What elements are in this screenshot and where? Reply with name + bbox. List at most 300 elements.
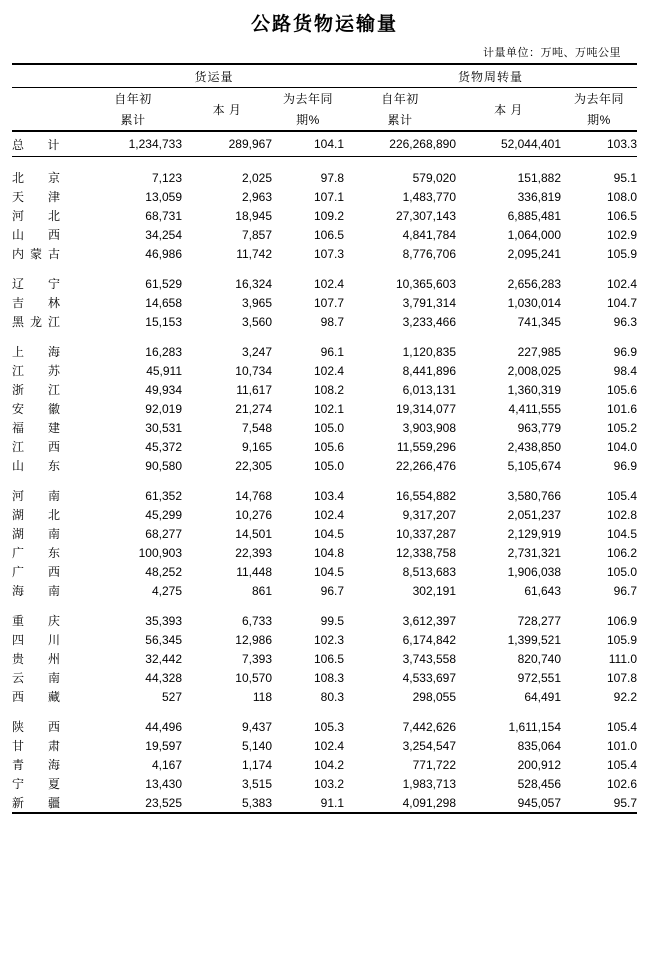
row-label: 海 南 [12,584,67,598]
table-row [12,486,637,505]
cell-turnover-yoy: 107.8 [606,670,638,685]
cell-freight-month: 5,383 [241,795,272,810]
spacer-cell [456,263,561,274]
cell-freight-ytd: 44,496 [145,719,182,734]
table-row [12,774,637,793]
cell-turnover-yoy: 104.0 [606,439,638,454]
cell-freight-ytd: 527 [161,689,182,704]
cell-freight-ytd: 13,430 [145,776,182,791]
cell-turnover-yoy: 96.9 [613,344,638,359]
cell-turnover-ytd: 9,317,207 [402,507,457,522]
group-spacer [12,706,637,717]
cell-turnover-month: 336,819 [517,189,562,204]
spacer-cell [12,475,84,486]
cell-freight-month: 12,986 [235,632,272,647]
table-row [12,168,637,187]
spacer-cell [182,263,272,274]
row-label: 辽 宁 [12,277,67,291]
table-row [12,418,637,437]
cell-turnover-month: 2,731,321 [507,545,562,560]
cell-freight-month: 11,617 [236,382,272,397]
cell-freight-ytd: 32,442 [145,651,182,666]
cell-turnover-yoy: 105.9 [606,632,638,647]
cell-turnover-ytd: 298,055 [412,689,457,704]
table-row [12,187,637,206]
row-label: 总 计 [12,137,70,152]
cell-turnover-ytd: 16,554,882 [395,488,457,503]
cell-turnover-yoy: 105.0 [606,564,638,579]
row-label: 浙 江 [12,383,67,397]
cell-turnover-ytd: 4,841,784 [402,227,457,242]
table-row [12,581,637,600]
spacer-cell [84,331,182,342]
row-label: 四 川 [12,633,67,647]
table-row [12,630,637,649]
cell-freight-month: 14,501 [235,526,272,541]
row-label: 贵 州 [12,652,67,666]
cell-turnover-ytd: 6,013,131 [402,382,457,397]
cell-freight-ytd: 61,529 [145,276,182,291]
cell-freight-yoy: 105.6 [313,439,345,454]
unit-note: 计量单位：万吨、万吨公里 [483,47,621,59]
cell-freight-yoy: 102.4 [313,738,345,753]
cell-freight-yoy: 107.3 [313,246,345,261]
spacer-cell [272,475,344,486]
table-row [12,206,637,225]
header-sub-row-1 [12,88,637,110]
spacer-cell [84,263,182,274]
cell-freight-month: 7,393 [241,651,272,666]
cell-turnover-yoy: 92.2 [613,689,638,704]
row-label: 河 南 [12,489,67,503]
cell-turnover-month: 3,580,766 [507,488,562,503]
cell-freight-yoy: 103.4 [313,488,345,503]
cell-turnover-month: 5,105,674 [507,458,562,473]
cell-freight-month: 18,945 [235,208,272,223]
group-spacer [12,600,637,611]
spacer-cell [12,600,84,611]
row-label: 天 津 [12,190,67,204]
cell-freight-yoy: 102.4 [313,363,345,378]
spacer-cell [84,706,182,717]
cell-freight-yoy: 105.0 [313,420,345,435]
cell-freight-yoy: 108.3 [313,670,345,685]
cell-turnover-ytd: 11,559,296 [396,439,457,454]
cell-freight-month: 3,247 [241,344,272,359]
cell-freight-month: 22,393 [235,545,272,560]
cell-freight-yoy: 96.1 [320,344,345,359]
cell-turnover-yoy: 104.5 [606,526,638,541]
cell-turnover-month: 6,885,481 [507,208,562,223]
cell-turnover-ytd: 1,983,713 [402,776,457,791]
cell-freight-ytd: 1,234,733 [128,137,182,151]
cell-freight-ytd: 90,580 [145,458,182,473]
spacer-cell [344,600,456,611]
cell-freight-ytd: 48,252 [145,564,182,579]
cell-freight-yoy: 104.5 [313,526,345,541]
cell-turnover-yoy: 102.4 [606,276,638,291]
cell-freight-ytd: 35,393 [145,613,182,628]
cell-freight-yoy: 97.8 [320,170,345,185]
cell-freight-ytd: 61,352 [145,488,182,503]
cell-freight-yoy: 96.7 [320,583,345,598]
cell-freight-month: 6,733 [241,613,272,628]
table-row [12,793,637,812]
cell-freight-yoy: 102.3 [313,632,345,647]
cell-turnover-month: 728,277 [517,613,562,628]
row-label: 广 西 [12,565,67,579]
spacer-cell [182,600,272,611]
spacer-cell [12,157,84,169]
cell-turnover-month: 2,656,283 [507,276,562,291]
row-label: 新 疆 [12,796,67,810]
cell-freight-yoy: 109.2 [313,208,345,223]
cell-turnover-ytd: 579,020 [412,170,457,185]
cell-freight-month: 11,448 [236,564,272,579]
cell-freight-ytd: 45,911 [146,363,182,378]
cell-freight-ytd: 45,372 [145,439,182,454]
header-turnover-month: 本 月 [494,102,523,117]
cell-turnover-ytd: 3,254,547 [402,738,457,753]
cell-freight-yoy: 103.2 [313,776,345,791]
table-row [12,399,637,418]
spacer-cell [272,600,344,611]
spacer-cell [84,600,182,611]
cell-freight-ytd: 100,903 [138,545,182,560]
row-label: 河 北 [12,209,67,223]
cell-freight-month: 5,140 [241,738,272,753]
cell-turnover-month: 835,064 [517,738,562,753]
spacer-cell [272,331,344,342]
cell-freight-yoy: 108.2 [313,382,345,397]
cell-turnover-ytd: 3,612,397 [402,613,457,628]
row-label: 江 苏 [12,364,67,378]
cell-turnover-month: 1,611,154 [508,719,562,734]
header-freight-month: 本 月 [212,102,242,117]
table-row [12,361,637,380]
cell-freight-month: 2,025 [241,170,272,185]
cell-turnover-ytd: 8,513,683 [402,564,457,579]
cell-turnover-yoy: 105.2 [606,420,638,435]
cell-freight-yoy: 104.5 [313,564,345,579]
cell-turnover-ytd: 3,233,466 [402,314,457,329]
table-row [12,244,637,263]
header-turnover-yoy-line1: 为去年同 [574,92,625,106]
spacer-cell [456,600,561,611]
cell-turnover-yoy: 105.4 [606,757,638,772]
group-spacer [12,263,637,274]
cell-freight-ytd: 19,597 [145,738,182,753]
spacer-cell [561,706,637,717]
cell-freight-yoy: 105.3 [313,719,345,734]
cell-freight-yoy: 106.5 [313,227,345,242]
cell-freight-yoy: 107.7 [313,295,345,310]
cell-freight-yoy: 102.4 [313,276,345,291]
cell-turnover-ytd: 3,791,314 [402,295,457,310]
table-row [12,755,637,774]
cell-freight-month: 21,274 [235,401,272,416]
cell-freight-month: 22,305 [235,458,272,473]
spacer-cell [344,706,456,717]
cell-freight-yoy: 105.0 [313,458,345,473]
cell-freight-ytd: 56,345 [145,632,182,647]
cell-turnover-month: 52,044,401 [500,137,562,151]
cell-turnover-yoy: 98.4 [613,363,638,378]
cell-turnover-yoy: 106.5 [606,208,638,223]
group-spacer [12,157,637,169]
spacer-cell [182,475,272,486]
cell-freight-ytd: 30,531 [145,420,182,435]
cell-turnover-month: 1,906,038 [507,564,562,579]
cell-freight-month: 2,963 [241,189,272,204]
cell-turnover-yoy: 105.4 [606,488,638,503]
row-label: 北 京 [12,171,67,185]
cell-turnover-month: 1,030,014 [507,295,562,310]
header-group-turnover: 货物周转量 [458,69,524,84]
row-label: 青 海 [12,758,67,772]
cell-freight-month: 11,742 [236,246,272,261]
cell-freight-month: 7,857 [241,227,272,242]
cell-turnover-month: 741,345 [517,314,562,329]
spacer-cell [272,263,344,274]
cell-freight-month: 3,515 [241,776,272,791]
row-label: 湖 南 [12,527,67,541]
cell-freight-yoy: 104.1 [313,137,345,151]
cell-turnover-ytd: 3,903,908 [402,420,457,435]
cell-freight-ytd: 92,019 [145,401,182,416]
header-region-blank [12,64,84,88]
row-label: 云 南 [12,671,67,685]
cell-turnover-ytd: 771,722 [412,757,457,772]
cell-freight-yoy: 99.5 [320,613,345,628]
spacer-cell [344,157,456,169]
page-title: 公路货物运输量 [250,14,398,35]
spacer-cell [344,263,456,274]
cell-turnover-ytd: 27,307,143 [395,208,457,223]
header-group-row [12,64,637,88]
cell-turnover-yoy: 101.0 [606,738,638,753]
row-label: 宁 夏 [12,777,67,791]
cell-freight-month: 14,768 [235,488,272,503]
cell-turnover-month: 4,411,555 [508,401,562,416]
cell-turnover-month: 2,095,241 [507,246,562,261]
cell-turnover-ytd: 22,266,476 [395,458,457,473]
header-freight-yoy-line1: 为去年同 [283,92,334,106]
header-turnover-ytd-line2: 累计 [387,113,413,127]
cell-turnover-yoy: 95.1 [613,170,638,185]
cell-turnover-month: 61,643 [524,583,562,598]
cell-turnover-month: 1,064,000 [507,227,562,242]
cell-turnover-yoy: 103.3 [606,137,638,151]
spacer-cell [456,706,561,717]
spacer-cell [456,331,561,342]
cell-turnover-month: 200,912 [517,757,562,772]
cell-turnover-yoy: 106.2 [606,545,638,560]
cell-freight-ytd: 4,275 [151,583,182,598]
cell-turnover-yoy: 106.9 [606,613,638,628]
cell-turnover-ytd: 6,174,842 [402,632,457,647]
spacer-cell [344,331,456,342]
cell-turnover-ytd: 302,191 [412,583,457,598]
spacer-cell [561,331,637,342]
cell-turnover-ytd: 10,337,287 [395,526,457,541]
cell-turnover-month: 820,740 [517,651,562,666]
cell-turnover-yoy: 105.9 [606,246,638,261]
cell-freight-month: 10,570 [235,670,272,685]
cell-turnover-yoy: 95.7 [613,795,638,810]
table-bottom-rule [12,812,637,814]
cell-turnover-ytd: 226,268,890 [389,137,457,151]
table-row [12,437,637,456]
freight-transport-table [12,63,637,812]
cell-turnover-month: 2,438,850 [507,439,562,454]
row-label: 广 东 [12,546,67,560]
spacer-cell [272,157,344,169]
cell-freight-ytd: 34,254 [145,227,182,242]
row-label: 山 西 [12,228,67,242]
cell-turnover-month: 528,456 [517,776,562,791]
cell-turnover-yoy: 96.9 [613,458,638,473]
cell-freight-ytd: 15,153 [145,314,182,329]
cell-freight-ytd: 45,299 [145,507,182,522]
header-freight-ytd-line1: 自年初 [114,92,152,106]
table-row [12,717,637,736]
cell-turnover-yoy: 111.0 [608,651,638,666]
cell-freight-yoy: 80.3 [320,689,345,704]
cell-turnover-ytd: 4,091,298 [402,795,457,810]
spacer-cell [12,263,84,274]
cell-freight-ytd: 44,328 [145,670,182,685]
cell-freight-month: 10,276 [235,507,272,522]
spacer-cell [12,331,84,342]
cell-turnover-month: 2,008,025 [507,363,562,378]
cell-freight-month: 9,437 [241,719,272,734]
cell-turnover-yoy: 101.6 [606,401,638,416]
spacer-cell [272,706,344,717]
table-row [12,736,637,755]
header-turnover-yoy-line2: 期% [587,113,611,127]
table-row [12,668,637,687]
cell-turnover-yoy: 108.0 [606,189,638,204]
cell-freight-ytd: 23,525 [145,795,182,810]
header-group-freight: 货运量 [194,69,234,84]
table-row [12,274,637,293]
cell-freight-month: 10,734 [235,363,272,378]
spacer-cell [561,475,637,486]
table-row [12,505,637,524]
cell-turnover-ytd: 1,120,835 [402,344,457,359]
header-region-cell [12,88,84,132]
spacer-cell [84,475,182,486]
cell-turnover-month: 963,779 [517,420,562,435]
table-row-total [12,131,637,157]
cell-freight-ytd: 46,986 [145,246,182,261]
cell-freight-ytd: 13,059 [145,189,182,204]
spacer-cell [456,157,561,169]
header-freight-yoy-line2: 期% [296,113,320,127]
spacer-cell [182,706,272,717]
table-row [12,649,637,668]
cell-turnover-yoy: 104.7 [606,295,638,310]
cell-freight-yoy: 104.8 [313,545,345,560]
cell-freight-ytd: 7,123 [151,170,182,185]
cell-turnover-month: 151,882 [517,170,562,185]
row-label: 安 徽 [12,402,67,416]
row-label: 甘 肃 [12,739,67,753]
cell-freight-ytd: 68,277 [145,526,182,541]
header-turnover-ytd-line1: 自年初 [381,92,419,106]
cell-freight-month: 9,165 [241,439,272,454]
cell-turnover-ytd: 7,442,626 [402,719,457,734]
table-row [12,687,637,706]
cell-turnover-ytd: 8,441,896 [402,363,457,378]
cell-freight-month: 118 [252,689,272,704]
cell-turnover-month: 945,057 [517,795,562,810]
table-row [12,456,637,475]
cell-turnover-month: 2,051,237 [507,507,562,522]
row-label: 福 建 [12,421,67,435]
cell-freight-yoy: 102.1 [313,401,345,416]
header-freight-ytd-line2: 累计 [120,113,146,127]
cell-turnover-ytd: 12,338,758 [395,545,457,560]
cell-turnover-yoy: 96.3 [613,314,638,329]
cell-turnover-ytd: 3,743,558 [402,651,457,666]
row-label: 重 庆 [12,614,67,628]
cell-freight-month: 861 [251,583,272,598]
spacer-cell [561,600,637,611]
table-row [12,342,637,361]
row-label: 黑龙江 [12,315,67,329]
cell-freight-month: 1,174 [241,757,272,772]
spacer-cell [12,706,84,717]
table-row [12,524,637,543]
spacer-cell [344,475,456,486]
row-label: 西 藏 [12,690,67,704]
cell-freight-yoy: 102.4 [313,507,345,522]
cell-freight-yoy: 91.1 [320,795,345,810]
cell-turnover-month: 64,491 [524,689,562,704]
row-label: 陕 西 [12,720,67,734]
row-label: 湖 北 [12,508,67,522]
cell-freight-ytd: 68,731 [145,208,182,223]
cell-turnover-yoy: 102.9 [606,227,638,242]
cell-freight-ytd: 14,658 [145,295,182,310]
cell-freight-month: 3,560 [241,314,272,329]
cell-turnover-yoy: 105.4 [606,719,638,734]
cell-turnover-yoy: 102.6 [606,776,638,791]
cell-turnover-yoy: 102.8 [606,507,638,522]
cell-freight-yoy: 98.7 [320,314,345,329]
row-label: 山 东 [12,459,67,473]
cell-freight-yoy: 106.5 [313,651,345,666]
table-row [12,293,637,312]
table-row [12,543,637,562]
cell-turnover-ytd: 10,365,603 [395,276,457,291]
cell-turnover-month: 2,129,919 [507,526,562,541]
row-label: 内蒙古 [12,247,67,261]
cell-freight-month: 289,967 [228,137,272,151]
cell-turnover-ytd: 19,314,077 [395,401,457,416]
cell-freight-yoy: 104.2 [313,757,345,772]
cell-freight-ytd: 16,283 [145,344,182,359]
cell-turnover-month: 1,360,319 [507,382,562,397]
cell-turnover-ytd: 1,483,770 [402,189,457,204]
spacer-cell [84,157,182,169]
spacer-cell [456,475,561,486]
cell-freight-month: 7,548 [241,420,272,435]
table-row [12,312,637,331]
row-label: 吉 林 [12,296,67,310]
